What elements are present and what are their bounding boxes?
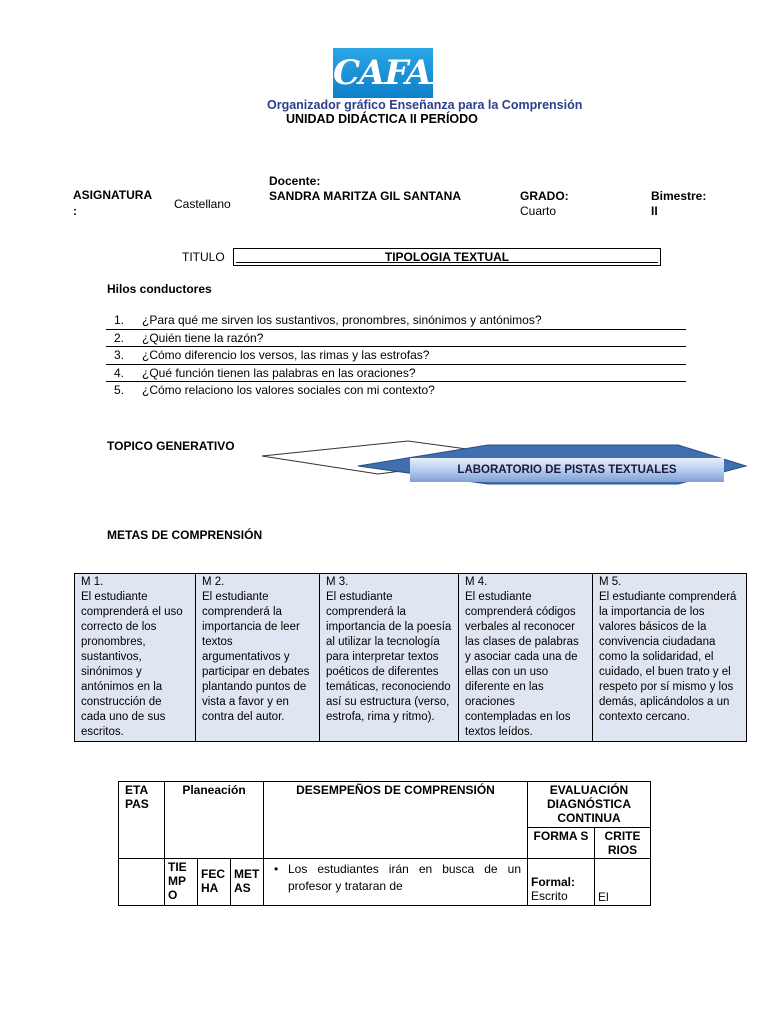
meta-cell: M 2. El estudiante comprenderá la importancia de leer textos argumentativos y participar en debates plantando puntos de vista a favor y en contra del autor. bbox=[196, 574, 320, 742]
meta-cell: M 1. El estudiante comprenderá el uso correcto de los pronombres, sustantivos, sinónimos y antónimos en la construcción de cada uno de sus escritos. bbox=[75, 574, 196, 742]
asignatura-value: Castellano bbox=[174, 197, 231, 211]
formas-cell: Formal: Escrito bbox=[528, 859, 595, 906]
evaluacion-header: EVALUACIÓN DIAGNÓSTICA CONTINUA bbox=[528, 782, 651, 828]
metas-col-header: MET AS bbox=[231, 859, 264, 906]
asignatura-colon: : bbox=[73, 204, 77, 218]
cafam-logo: CAFAM bbox=[333, 48, 433, 98]
fecha-header: FEC HA bbox=[198, 859, 231, 906]
planning-table bbox=[118, 781, 651, 906]
grado-value: Cuarto bbox=[520, 204, 557, 218]
list-item: 2. ¿Quién tiene la razón? bbox=[106, 330, 686, 348]
meta-cell: M 5. El estudiante comprenderá la importancia de los valores básicos de la convivencia ciudadana como la solidaridad, el cuidado, el buen trato y el respeto por sí mismo y los demás, aplicándolos a un contexto cercano. bbox=[593, 574, 747, 742]
bimestre-label: Bimestre: bbox=[651, 189, 707, 203]
planeacion-header: Planeación bbox=[165, 782, 264, 859]
bimestre-value: II bbox=[651, 204, 658, 218]
topico-label: TOPICO GENERATIVO bbox=[107, 439, 235, 453]
titulo-label: TITULO bbox=[182, 250, 225, 264]
grado-label: GRADO: bbox=[520, 189, 569, 203]
list-item: 5. ¿Cómo relaciono los valores sociales con mi contexto? bbox=[114, 383, 435, 397]
titulo-value: TIPOLOGIA TEXTUAL bbox=[384, 250, 510, 264]
tiempo-header: TIE MP O bbox=[165, 859, 198, 906]
docente-value: SANDRA MARITZA GIL SANTANA bbox=[269, 189, 461, 203]
meta-cell: M 3. El estudiante comprenderá la importancia de la poesía al utilizar la tecnología para interpretar textos poéticos de diferentes temáticas, reconociendo así su estructura (verso, estrofa, rima y ritmo). bbox=[320, 574, 459, 742]
unit-heading: UNIDAD DIDÁCTICA II PERÍODO bbox=[286, 112, 478, 126]
document-subtitle: Organizador gráfico Enseñanza para la Comprensión bbox=[267, 98, 583, 112]
asignatura-label: ASIGNATURA bbox=[73, 188, 153, 202]
bullet-icon: • bbox=[274, 862, 279, 876]
metas-heading: METAS DE COMPRENSIÓN bbox=[107, 528, 263, 542]
criterios-header: CRITE RIOS bbox=[595, 828, 651, 859]
hilos-heading: Hilos conductores bbox=[107, 282, 212, 296]
criterios-cell: El bbox=[595, 859, 651, 906]
etapa-cell bbox=[119, 859, 165, 906]
hilos-list bbox=[106, 312, 686, 399]
topico-banner: LABORATORIO DE PISTAS TEXTUALES bbox=[457, 464, 677, 476]
titulo-box bbox=[233, 248, 661, 266]
docente-label: Docente: bbox=[269, 174, 321, 188]
desempeno-cell: • Los estudiantes irán en busca de un profesor y trataran de bbox=[264, 859, 528, 906]
desempenos-header: DESEMPEÑOS DE COMPRENSIÓN bbox=[264, 782, 528, 859]
etapas-header: ETA PAS bbox=[119, 782, 165, 859]
formas-header: FORMA S bbox=[528, 828, 595, 859]
list-item: 4. ¿Qué función tienen las palabras en las oraciones? bbox=[106, 365, 686, 383]
list-item: 3. ¿Cómo diferencio los versos, las rimas y las estrofas? bbox=[106, 347, 686, 365]
meta-cell: M 4. El estudiante comprenderá códigos verbales al reconocer las clases de palabras y asociar cada una de ellas con un uso diferente en las oraciones contempladas en los textos leídos. bbox=[459, 574, 593, 742]
metas-table bbox=[74, 573, 747, 742]
list-item: 1. ¿Para qué me sirven los sustantivos, pronombres, sinónimos y antónimos? bbox=[106, 312, 686, 330]
